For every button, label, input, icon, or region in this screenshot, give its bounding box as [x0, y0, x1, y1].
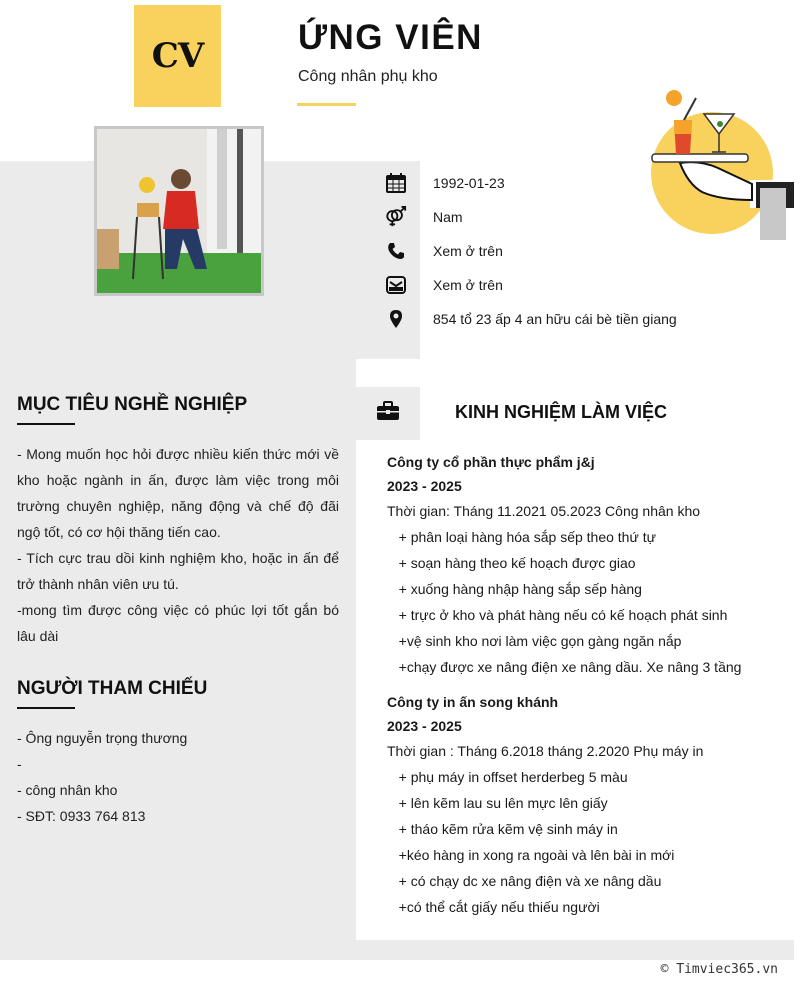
job-company: Công ty in ấn song khánh — [387, 694, 559, 710]
job-detail-line: +kéo hàng in xong ra ngoài và lên bài in mới — [387, 847, 675, 863]
info-birthdate — [385, 171, 505, 195]
birthdate-value: 1992-01-23 — [433, 175, 505, 191]
briefcase-icon — [376, 401, 400, 426]
cv-logo-text: CV — [151, 36, 204, 76]
references-list — [17, 725, 339, 829]
experience-job — [387, 450, 787, 680]
job-detail-line: Thời gian : Tháng 6.2018 tháng 2.2020 Phụ máy in — [387, 743, 704, 759]
job-detail-line: Thời gian: Tháng 11.2021 05.2023 Công nhân kho — [387, 503, 701, 519]
gender-icon — [385, 206, 407, 228]
phone-icon — [385, 240, 407, 262]
job-detail-line: +có thể cắt giấy nếu thiếu người — [387, 899, 600, 915]
location-icon — [385, 308, 407, 330]
objective-underline — [17, 423, 75, 425]
job-detail-line: + soạn hàng theo kế hoạch được giao — [387, 555, 636, 571]
footer-credit: © Timviec365.vn — [660, 962, 778, 977]
gender-value: Nam — [433, 209, 463, 225]
objective-line: - Tích cực trau dồi kinh nghiệm kho, hoặc in ấn để trở thành nhân viên ưu tú. — [17, 550, 339, 592]
references-title: NGƯỜI THAM CHIẾU — [17, 678, 208, 699]
objective-line: - Mong muốn học hỏi được nhiều kiến thức mới về kho hoặc ngành in ấn, được làm việc trong môi trường chuyên nghiệp, năng động và chế độ đãi ngộ tốt, có cơ hội thăng tiến cao. — [17, 446, 339, 540]
job-detail-line: +vệ sinh kho nơi làm việc gọn gàng ngăn nắp — [387, 633, 682, 649]
photo-image — [97, 129, 261, 293]
cocktail-illustration — [640, 88, 794, 240]
role-underline — [297, 103, 356, 106]
phone-value: Xem ở trên — [433, 243, 503, 259]
email-icon — [385, 274, 407, 296]
reference-item: - SĐT: 0933 764 813 — [17, 808, 146, 824]
job-detail-line: + xuống hàng nhập hàng sắp sếp hàng — [387, 581, 642, 597]
info-gender — [385, 205, 463, 229]
objective-title: MỤC TIÊU NGHỀ NGHIỆP — [17, 394, 248, 415]
job-detail-line: + có chạy dc xe nâng điện và xe nâng dầu — [387, 873, 662, 889]
job-detail-line: + tháo kẽm rửa kẽm vệ sinh máy in — [387, 821, 618, 837]
job-detail-line: + trực ở kho và phát hàng nếu có kế hoạch phát sinh — [387, 607, 728, 623]
experience-icon-box — [356, 387, 420, 440]
reference-item: - — [17, 756, 22, 772]
info-email — [385, 273, 503, 297]
cv-logo — [134, 5, 221, 107]
calendar-icon — [385, 172, 407, 194]
experience-job — [387, 690, 787, 920]
job-period: 2023 - 2025 — [387, 478, 462, 494]
candidate-name: ỨNG VIÊN — [298, 18, 483, 57]
info-address — [385, 307, 677, 331]
reference-item: - Ông nguyễn trọng thương — [17, 730, 188, 746]
info-phone — [385, 239, 503, 263]
job-detail-line: +chạy được xe nâng điện xe nâng dầu. Xe nâng 3 tầng — [387, 659, 742, 675]
job-detail-line: + phân loại hàng hóa sắp sếp theo thứ tự — [387, 529, 656, 545]
objective-line: -mong tìm được công việc có phúc lợi tốt gắn bó lâu dài — [17, 602, 339, 644]
address-value: 854 tổ 23 ấp 4 an hữu cái bè tiền giang — [433, 311, 677, 327]
experience-title: KINH NGHIỆM LÀM VIỆC — [455, 402, 668, 422]
candidate-photo — [94, 126, 264, 296]
job-detail-line: + phụ máy in offset herderbeg 5 màu — [387, 769, 628, 785]
objective-text — [17, 441, 339, 649]
references-underline — [17, 707, 75, 709]
candidate-role: Công nhân phụ kho — [298, 68, 438, 85]
footer-band — [0, 940, 794, 960]
job-period: 2023 - 2025 — [387, 718, 462, 734]
job-company: Công ty cổ phần thực phẩm j&j — [387, 454, 595, 470]
job-detail-line: + lên kẽm lau su lên mực lên giấy — [387, 795, 608, 811]
email-value: Xem ở trên — [433, 277, 503, 293]
reference-item: - công nhân kho — [17, 782, 118, 798]
